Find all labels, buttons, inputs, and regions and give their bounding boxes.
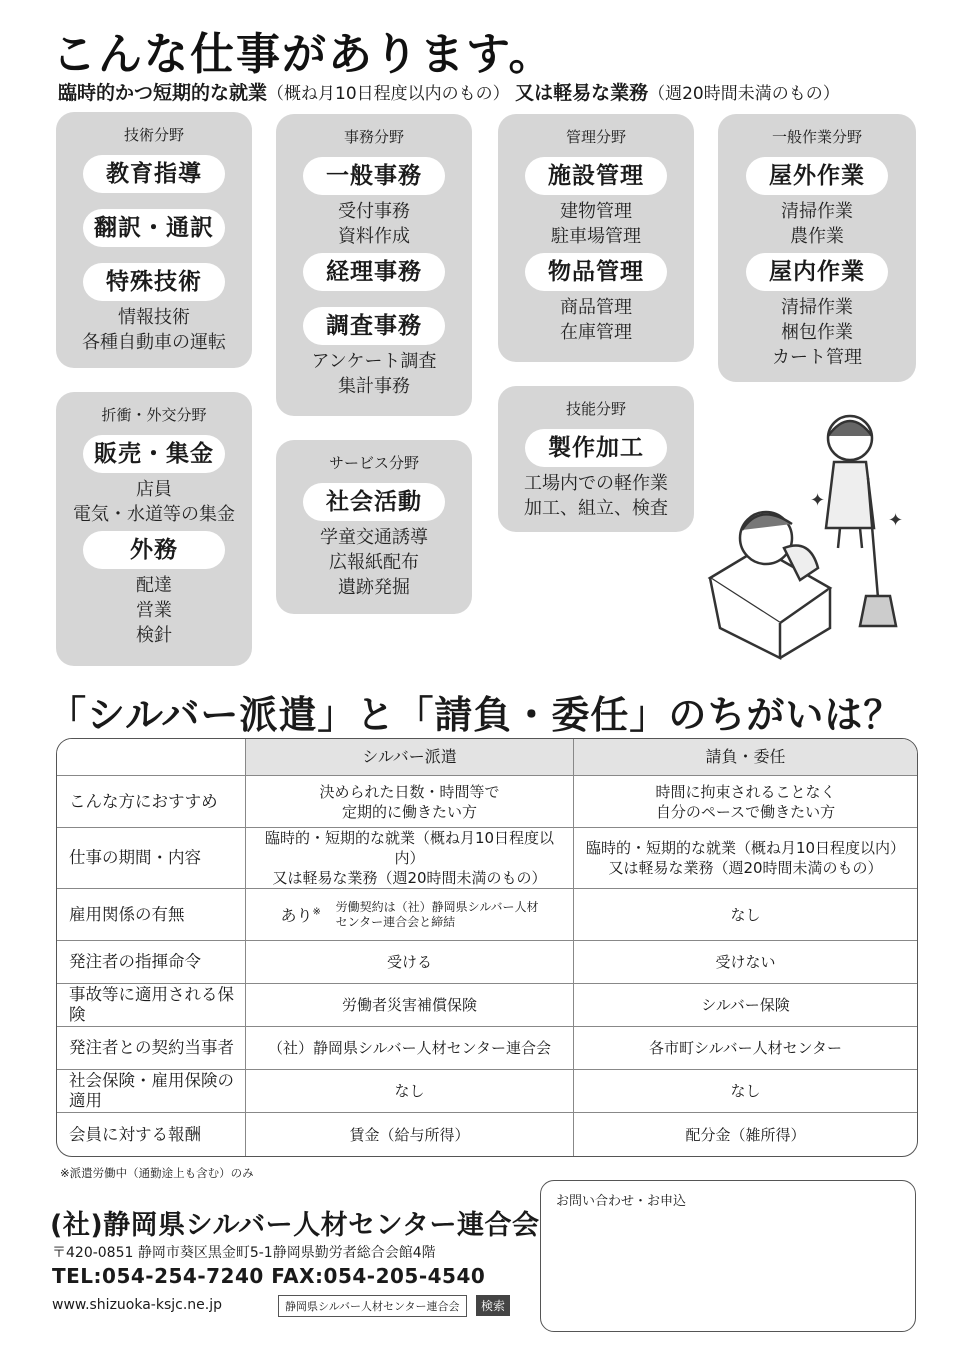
cell-ukeoi (574, 828, 917, 889)
header-ukeoi: 請負・委任 (574, 739, 917, 776)
card-gijutsu (56, 112, 252, 368)
search-keyword-box: 静岡県シルバー人材センター連合会 (278, 1295, 467, 1317)
table-header-row (57, 739, 917, 776)
svg-text:✦: ✦ (810, 490, 826, 511)
job-detail: カート管理 (772, 347, 862, 368)
job-detail: 各種自動車の運転 (82, 332, 226, 353)
cell-line: 臨時的・短期的な就業（概ね月10日程度以内） (264, 829, 555, 867)
cell-haken (246, 828, 574, 889)
card-title: 一般作業分野 (771, 128, 862, 146)
address: 〒420-0851 静岡市葵区黒金町5-1静岡県勤労者総合会館4階 (52, 1245, 436, 1261)
cell-ukeoi: なし (574, 889, 917, 941)
cell-haken: 労働者災害補償保険 (246, 984, 574, 1027)
page-title: こんな仕事があります。 (52, 29, 555, 80)
job-pill: 販売・集金 (83, 435, 225, 473)
phone-fax: TEL:054-254-7240 FAX:054-205-4540 (52, 1264, 486, 1288)
job-detail: アンケート調査 (311, 351, 437, 372)
job-pill: 外務 (83, 531, 225, 569)
cell-ukeoi: 受けない (574, 941, 917, 984)
job-pill: 経理事務 (303, 253, 445, 291)
job-pill: 社会活動 (303, 483, 445, 521)
job-pill: 一般事務 (303, 157, 445, 195)
subtitle-part1: 臨時的かつ短期的な就業 (58, 82, 268, 104)
cell-ukeoi: シルバー保険 (574, 984, 917, 1027)
row-label: 社会保険・雇用保険の適用 (57, 1070, 246, 1113)
job-pill: 翻訳・通訳 (83, 209, 225, 247)
job-pill: 調査事務 (303, 307, 445, 345)
job-detail: 店員 (136, 479, 172, 500)
card-ippan (718, 114, 916, 382)
cell-line: 又は軽易な業務（週20時間未満のもの） (272, 869, 547, 887)
header-blank (57, 739, 246, 776)
job-pill: 特殊技術 (83, 263, 225, 301)
card-ginou (498, 386, 694, 532)
job-detail: 情報技術 (118, 307, 190, 328)
cell-haken (246, 889, 574, 941)
subtitle-part2: 又は軽易な業務 (515, 82, 649, 104)
row-label: 事故等に適用される保険 (57, 984, 246, 1027)
table-row (57, 984, 917, 1027)
job-detail: 加工、組立、検査 (524, 498, 668, 519)
job-detail: 在庫管理 (560, 322, 632, 343)
row-label: こんな方におすすめ (57, 776, 246, 828)
svg-text:✦: ✦ (888, 510, 904, 531)
workers-illustration (700, 398, 920, 668)
cell-value (280, 906, 320, 925)
job-detail: 集計事務 (338, 376, 410, 397)
job-pill: 屋外作業 (746, 157, 888, 195)
note-line: センター連合会と締結 (335, 914, 456, 929)
row-label: 発注者の指揮命令 (57, 941, 246, 984)
header-haken: シルバー派遣 (246, 739, 574, 776)
compare-title: 「シルバー派遣」と「請負・委任」のちがいは？ (48, 693, 903, 737)
job-pill: 教育指導 (83, 155, 225, 193)
cell-ukeoi: 各市町シルバー人材センター (574, 1027, 917, 1070)
job-pill: 物品管理 (525, 253, 667, 291)
table-row (57, 889, 917, 941)
cell-line: 定期的に働きたい方 (341, 802, 477, 821)
cell-line: 臨時的・短期的な就業（概ね月10日程度以内） (585, 839, 906, 857)
row-label: 発注者との契約当事者 (57, 1027, 246, 1070)
card-jimu (276, 114, 472, 416)
job-detail: 検針 (136, 625, 172, 646)
card-sesshou (56, 392, 252, 666)
cell-haken (246, 776, 574, 828)
job-pill: 製作加工 (525, 429, 667, 467)
table-row (57, 828, 917, 889)
cell-ukeoi (574, 776, 917, 828)
cell-line: 又は軽易な業務（週20時間未満のもの） (608, 859, 883, 877)
card-title: 技能分野 (565, 400, 626, 418)
table-row (57, 1070, 917, 1113)
cell-note (336, 900, 539, 930)
row-label: 仕事の期間・内容 (57, 828, 246, 889)
job-detail: 清掃作業 (781, 201, 853, 222)
job-pill: 屋内作業 (746, 253, 888, 291)
table-row (57, 776, 917, 828)
cell-line: 決められた日数・時間等で (319, 782, 500, 801)
job-detail: 営業 (136, 600, 172, 621)
table-footnote: ※派遣労働中（通勤途上も含む）のみ (60, 1166, 254, 1180)
job-detail: 資料作成 (338, 226, 410, 247)
note-line: 労働契約は（社）静岡県シルバー人材 (335, 899, 539, 914)
table-row (57, 941, 917, 984)
subtitle-paren1: （概ね月10日程度以内のもの） (267, 84, 510, 104)
organization-name: (社)静岡県シルバー人材センター連合会 (50, 1210, 540, 1241)
subtitle-paren2: （週20時間未満のもの） (648, 84, 840, 104)
cell-line: 自分のペースで働きたい方 (655, 802, 836, 821)
website-link[interactable]: www.shizuoka-ksjc.ne.jp (52, 1297, 223, 1313)
cell-haken: 賃金（給与所得） (246, 1113, 574, 1156)
job-detail: 商品管理 (560, 297, 632, 318)
ari-text: あり (280, 906, 313, 926)
compare-table (56, 738, 918, 1157)
job-detail: 駐車場管理 (551, 226, 641, 247)
row-label: 雇用関係の有無 (57, 889, 246, 941)
table-row (57, 1027, 917, 1070)
card-title: 事務分野 (343, 128, 404, 146)
table-row (57, 1113, 917, 1156)
cell-ukeoi: 配分金（雑所得） (685, 1125, 806, 1144)
search-button: 検索 (476, 1295, 510, 1316)
contact-label: お問い合わせ・お申込 (556, 1194, 687, 1209)
job-detail: 建物管理 (560, 201, 632, 222)
job-detail: 配達 (136, 575, 172, 596)
card-title: 管理分野 (565, 128, 626, 146)
job-detail: 工場内での軽作業 (524, 473, 668, 494)
job-pill: 施設管理 (525, 157, 667, 195)
job-detail: 電気・水道等の集金 (73, 504, 235, 525)
cell-haken: なし (246, 1070, 574, 1113)
job-detail: 農作業 (790, 226, 844, 247)
card-kanri (498, 114, 694, 362)
row-label: 会員に対する報酬 (57, 1113, 246, 1156)
job-detail: 受付事務 (338, 201, 410, 222)
job-detail: 広報紙配布 (329, 552, 419, 573)
job-detail: 梱包作業 (781, 322, 853, 343)
cell-ukeoi: なし (574, 1070, 917, 1113)
cell-line: 時間に拘束されることなく (655, 782, 836, 801)
note-mark: ※ (312, 906, 321, 918)
card-service (276, 440, 472, 614)
job-detail: 清掃作業 (781, 297, 853, 318)
card-title: サービス分野 (328, 454, 419, 472)
page-subtitle (58, 78, 840, 105)
job-detail: 学童交通誘導 (320, 527, 428, 548)
card-title: 折衝・外交分野 (101, 406, 207, 424)
job-detail: 遺跡発掘 (338, 577, 410, 598)
cell-haken: （社）静岡県シルバー人材センター連合会 (246, 1027, 574, 1070)
card-title: 技術分野 (123, 126, 184, 144)
cell-haken: 受ける (246, 941, 574, 984)
